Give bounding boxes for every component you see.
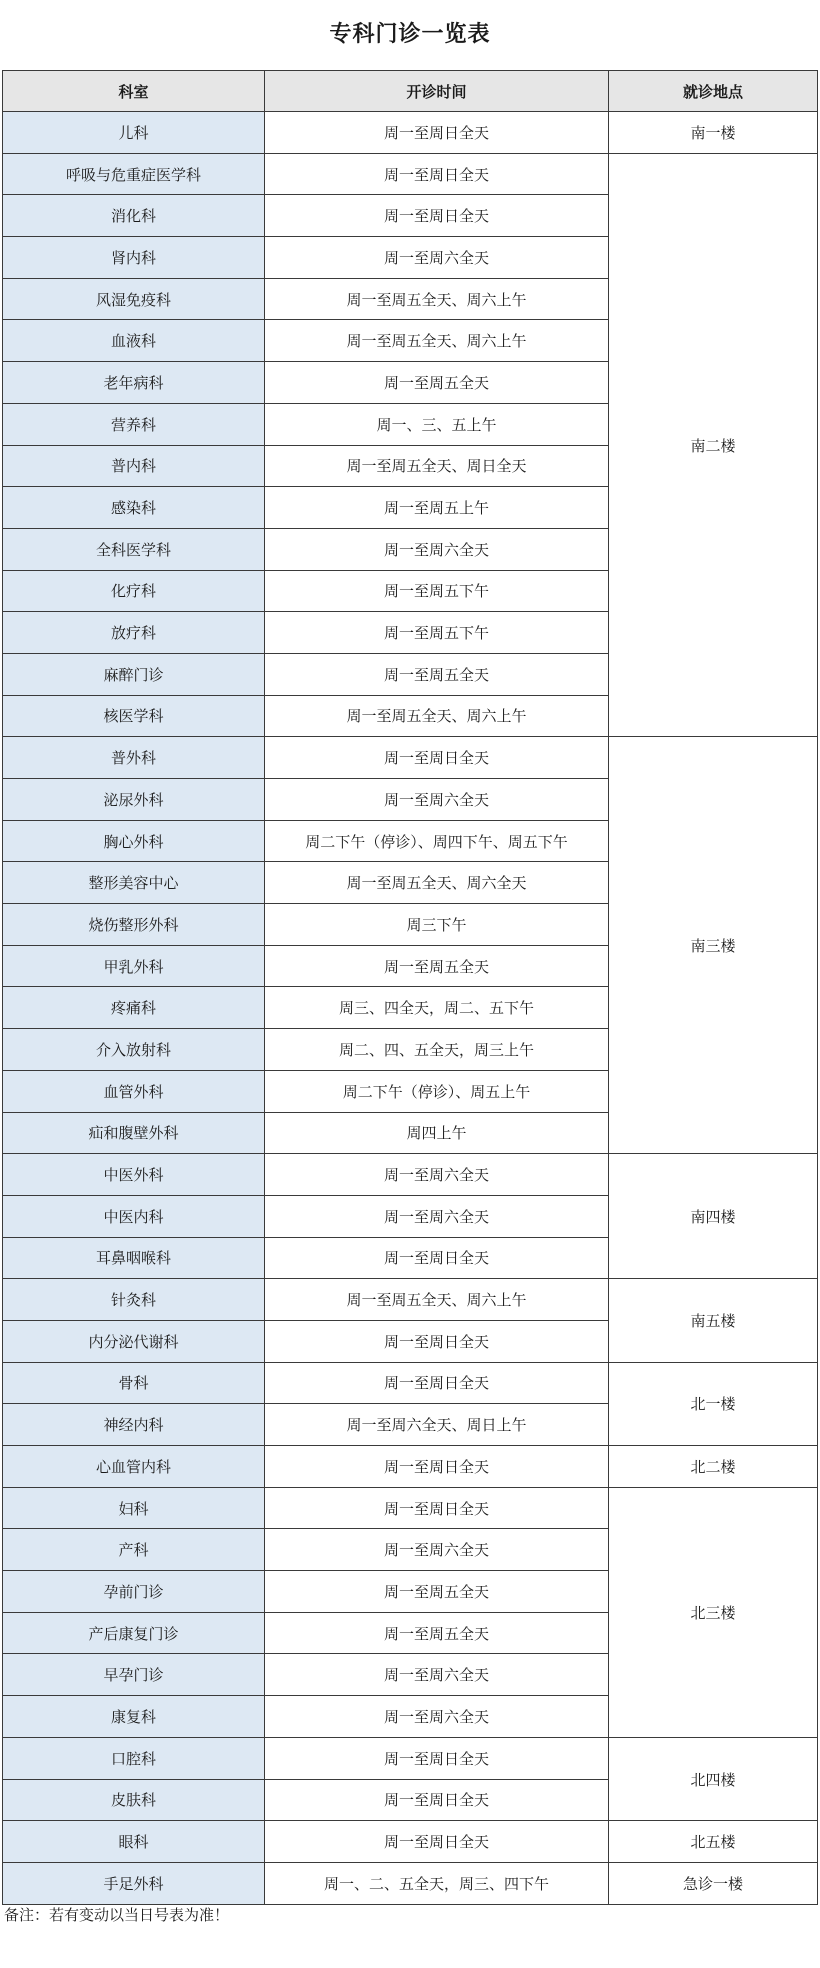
hours-cell: 周一至周日全天 [265, 153, 609, 195]
table-header-row [3, 71, 818, 112]
department-cell: 放疗科 [3, 612, 265, 654]
table-row [3, 1737, 818, 1779]
hours-cell: 周一至周六全天 [265, 779, 609, 821]
hours-cell: 周一至周六全天 [265, 237, 609, 279]
hours-cell: 周一至周日全天 [265, 195, 609, 237]
column-header-location: 就诊地点 [609, 71, 818, 112]
column-header-department: 科室 [3, 71, 265, 112]
hours-cell: 周一至周六全天 [265, 1154, 609, 1196]
location-cell: 北一楼 [609, 1362, 818, 1445]
department-cell: 骨科 [3, 1362, 265, 1404]
hours-cell: 周一至周五下午 [265, 570, 609, 612]
hours-cell: 周一至周五上午 [265, 487, 609, 529]
department-cell: 泌尿外科 [3, 779, 265, 821]
table-body [3, 112, 818, 1905]
department-cell: 妇科 [3, 1487, 265, 1529]
hours-cell: 周一至周六全天、周日上午 [265, 1404, 609, 1446]
department-cell: 普外科 [3, 737, 265, 779]
department-cell: 全科医学科 [3, 528, 265, 570]
department-cell: 甲乳外科 [3, 945, 265, 987]
department-cell: 胸心外科 [3, 820, 265, 862]
table-row [3, 1279, 818, 1321]
department-cell: 手足外科 [3, 1862, 265, 1904]
table-row [3, 1362, 818, 1404]
hours-cell: 周一至周五全天、周六上午 [265, 278, 609, 320]
location-cell: 北二楼 [609, 1446, 818, 1488]
department-cell: 内分泌代谢科 [3, 1320, 265, 1362]
location-cell: 急诊一楼 [609, 1862, 818, 1904]
hours-cell: 周四上午 [265, 1112, 609, 1154]
department-cell: 早孕门诊 [3, 1654, 265, 1696]
hours-cell: 周一至周五全天、周日全天 [265, 445, 609, 487]
department-cell: 儿科 [3, 112, 265, 154]
hours-cell: 周一至周五全天、周六上午 [265, 1279, 609, 1321]
department-cell: 皮肤科 [3, 1779, 265, 1821]
hours-cell: 周一至周日全天 [265, 1821, 609, 1863]
hours-cell: 周一至周六全天 [265, 528, 609, 570]
hours-cell: 周一至周日全天 [265, 1320, 609, 1362]
department-cell: 血液科 [3, 320, 265, 362]
hours-cell: 周一至周五全天、周六上午 [265, 320, 609, 362]
table-row [3, 1862, 818, 1904]
hours-cell: 周一、二、五全天，周三、四下午 [265, 1862, 609, 1904]
hours-cell: 周二下午（停诊）、周五上午 [265, 1070, 609, 1112]
hours-cell: 周二下午（停诊）、周四下午、周五下午 [265, 820, 609, 862]
hours-cell: 周一、三、五上午 [265, 403, 609, 445]
department-cell: 中医外科 [3, 1154, 265, 1196]
hours-cell: 周一至周六全天 [265, 1696, 609, 1738]
table-row [3, 112, 818, 154]
hours-cell: 周三、四全天，周二、五下午 [265, 987, 609, 1029]
department-cell: 中医内科 [3, 1195, 265, 1237]
hours-cell: 周一至周六全天 [265, 1654, 609, 1696]
hours-cell: 周一至周日全天 [265, 1446, 609, 1488]
department-cell: 产后康复门诊 [3, 1612, 265, 1654]
department-cell: 疼痛科 [3, 987, 265, 1029]
hours-cell: 周一至周五全天、周六全天 [265, 862, 609, 904]
department-cell: 感染科 [3, 487, 265, 529]
hours-cell: 周一至周五全天 [265, 1612, 609, 1654]
department-cell: 烧伤整形外科 [3, 904, 265, 946]
location-cell: 北五楼 [609, 1821, 818, 1863]
hours-cell: 周一至周日全天 [265, 1487, 609, 1529]
hours-cell: 周一至周五全天、周六上午 [265, 695, 609, 737]
department-cell: 消化科 [3, 195, 265, 237]
column-header-hours: 开诊时间 [265, 71, 609, 112]
hours-cell: 周一至周日全天 [265, 1779, 609, 1821]
department-cell: 眼科 [3, 1821, 265, 1863]
department-cell: 疝和腹壁外科 [3, 1112, 265, 1154]
page-title: 专科门诊一览表 [329, 22, 491, 47]
table-row [3, 1154, 818, 1196]
department-cell: 核医学科 [3, 695, 265, 737]
department-cell: 营养科 [3, 403, 265, 445]
department-cell: 口腔科 [3, 1737, 265, 1779]
department-cell: 呼吸与危重症医学科 [3, 153, 265, 195]
hours-cell: 周一至周日全天 [265, 1362, 609, 1404]
hours-cell: 周一至周五全天 [265, 362, 609, 404]
hours-cell: 周一至周五下午 [265, 612, 609, 654]
clinic-schedule-table [2, 70, 818, 1905]
department-cell: 孕前门诊 [3, 1571, 265, 1613]
hours-cell: 周一至周五全天 [265, 945, 609, 987]
department-cell: 针灸科 [3, 1279, 265, 1321]
department-cell: 麻醉门诊 [3, 653, 265, 695]
department-cell: 产科 [3, 1529, 265, 1571]
hours-cell: 周一至周日全天 [265, 737, 609, 779]
hours-cell: 周一至周日全天 [265, 1237, 609, 1279]
hours-cell: 周一至周日全天 [265, 112, 609, 154]
department-cell: 整形美容中心 [3, 862, 265, 904]
table-row [3, 1821, 818, 1863]
hours-cell: 周一至周五全天 [265, 1571, 609, 1613]
table-row [3, 1446, 818, 1488]
department-cell: 老年病科 [3, 362, 265, 404]
location-cell: 北四楼 [609, 1737, 818, 1820]
hours-cell: 周一至周六全天 [265, 1195, 609, 1237]
hours-cell: 周一至周日全天 [265, 1737, 609, 1779]
table-row [3, 153, 818, 195]
department-cell: 化疗科 [3, 570, 265, 612]
location-cell: 南三楼 [609, 737, 818, 1154]
hours-cell: 周一至周五全天 [265, 653, 609, 695]
department-cell: 康复科 [3, 1696, 265, 1738]
location-cell: 南二楼 [609, 153, 818, 737]
department-cell: 介入放射科 [3, 1029, 265, 1071]
footnote: 备注：若有变动以当日号表为准！ [4, 1906, 230, 1924]
location-cell: 南一楼 [609, 112, 818, 154]
department-cell: 神经内科 [3, 1404, 265, 1446]
department-cell: 普内科 [3, 445, 265, 487]
location-cell: 南五楼 [609, 1279, 818, 1362]
table-row [3, 737, 818, 779]
department-cell: 耳鼻咽喉科 [3, 1237, 265, 1279]
table-row [3, 1487, 818, 1529]
hours-cell: 周二、四、五全天，周三上午 [265, 1029, 609, 1071]
department-cell: 风湿免疫科 [3, 278, 265, 320]
department-cell: 血管外科 [3, 1070, 265, 1112]
location-cell: 南四楼 [609, 1154, 818, 1279]
location-cell: 北三楼 [609, 1487, 818, 1737]
department-cell: 肾内科 [3, 237, 265, 279]
hours-cell: 周一至周六全天 [265, 1529, 609, 1571]
department-cell: 心血管内科 [3, 1446, 265, 1488]
hours-cell: 周三下午 [265, 904, 609, 946]
